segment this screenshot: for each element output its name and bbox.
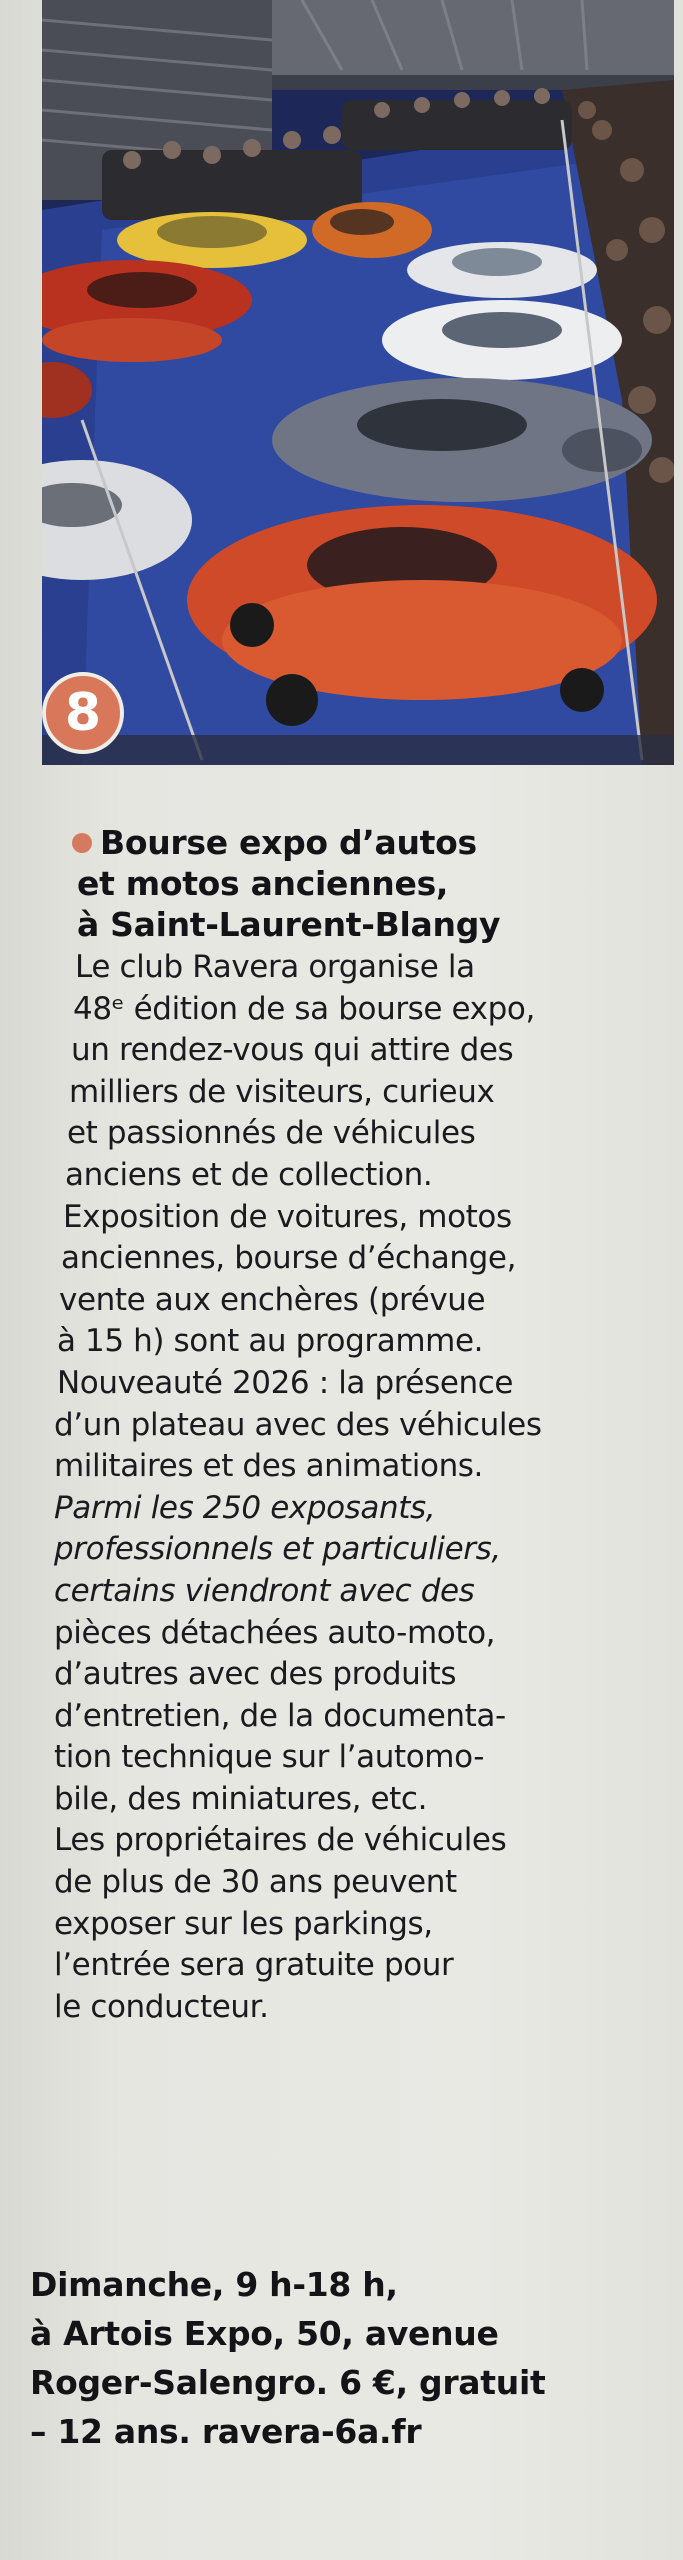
body-line: Nouveauté 2026 : la présence xyxy=(57,1364,514,1401)
body-line: d’autres avec des produits xyxy=(54,1656,457,1693)
headline-line-3: à Saint-Laurent-Blangy xyxy=(77,905,501,944)
article-body xyxy=(54,947,654,2028)
classic-car-hall-illustration xyxy=(42,0,674,765)
body-line: tion technique sur l’automo- xyxy=(54,1739,485,1776)
body-line: vente aux enchères (prévue xyxy=(59,1281,486,1318)
headline-line-2: et motos anciennes, xyxy=(77,864,449,903)
body-line: un rendez-vous qui attire des xyxy=(71,1032,514,1069)
body-line: anciennes, bourse d’échange, xyxy=(61,1240,517,1277)
body-line: professionnels et particuliers, xyxy=(54,1531,501,1568)
headline-text-1: Bourse expo d’autos xyxy=(100,823,477,862)
body-line: Les propriétaires de véhicules xyxy=(54,1822,507,1859)
body-line: bile, des miniatures, etc. xyxy=(54,1780,428,1817)
bullet-dot-icon xyxy=(72,833,92,853)
event-info-footer xyxy=(30,2260,660,2456)
body-line: Le club Ravera organise la xyxy=(75,949,475,985)
body-line: et passionnés de véhicules xyxy=(67,1115,476,1152)
body-line: anciens et de collection. xyxy=(65,1156,433,1193)
body-line: militaires et des animations. xyxy=(54,1448,484,1485)
article-headline xyxy=(54,822,654,945)
body-line: à 15 h) sont au programme. xyxy=(57,1323,484,1360)
body-line: milliers de visiteurs, curieux xyxy=(69,1073,495,1110)
body-line: 48ᵉ édition de sa bourse expo, xyxy=(73,990,535,1027)
event-venue: à Artois Expo, 50, avenue xyxy=(30,2314,499,2353)
body-line: Parmi les 250 exposants, xyxy=(54,1489,436,1526)
event-date-time: Dimanche, 9 h-18 h, xyxy=(30,2265,398,2304)
body-line: de plus de 30 ans peuvent xyxy=(54,1864,457,1901)
article xyxy=(54,822,654,2028)
body-line: Exposition de voitures, motos xyxy=(63,1198,512,1235)
body-line: certains viendront avec des xyxy=(54,1572,475,1609)
body-line: l’entrée sera gratuite pour xyxy=(54,1947,454,1984)
headline-line-1 xyxy=(54,822,654,863)
body-line: exposer sur les parkings, xyxy=(54,1905,433,1942)
body-line: le conducteur. xyxy=(54,1988,269,2025)
event-address-price: Roger-Salengro. 6 €, gratuit xyxy=(30,2363,546,2402)
event-website: – 12 ans. ravera-6a.fr xyxy=(30,2412,422,2451)
body-line: d’un plateau avec des véhicules xyxy=(54,1406,542,1443)
body-line: d’entretien, de la documenta- xyxy=(54,1697,506,1734)
exhibition-photo xyxy=(42,0,674,765)
body-line: pièces détachées auto-moto, xyxy=(54,1614,496,1651)
article-number-badge: 8 xyxy=(42,672,124,754)
